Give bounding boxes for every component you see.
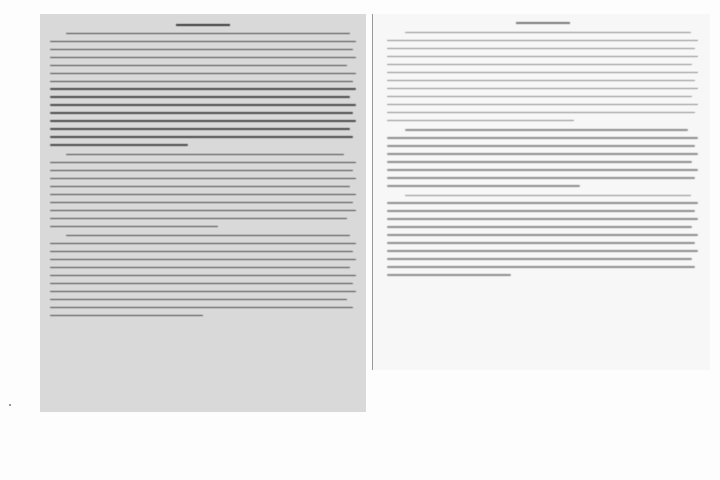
left-page-text-line (50, 315, 203, 316)
right-page-paragraph (387, 129, 698, 186)
left-page-text-line (50, 210, 356, 211)
right-page-text-line (387, 104, 698, 105)
left-page-text-line (50, 251, 353, 252)
left-page-paragraph (50, 235, 356, 316)
right-page-text-line (387, 274, 511, 275)
right-page-paragraph (387, 32, 698, 121)
right-page-text-line (387, 48, 695, 49)
right-page-text-line (387, 64, 692, 65)
left-page-text-line (50, 226, 218, 227)
right-page-text-line (387, 177, 695, 178)
right-page-text-line (387, 80, 695, 81)
right-page-text-line (387, 242, 695, 243)
left-page-body (50, 33, 356, 317)
left-page-text-line (50, 144, 188, 145)
right-page-text-line (387, 72, 698, 73)
right-page-text-line (405, 32, 691, 33)
left-page-text-line (50, 275, 356, 276)
left-page-text-line (50, 186, 350, 187)
right-page-text-line (387, 169, 698, 170)
left-page-text-line (66, 235, 350, 236)
left-page-paragraph (50, 33, 356, 146)
right-page-text-line (387, 88, 698, 89)
right-page-text-line (387, 112, 695, 113)
left-page-text-line (50, 218, 347, 219)
right-page (372, 14, 710, 370)
left-page-text-line (50, 283, 353, 284)
right-page-text-line (387, 120, 574, 121)
right-page-text-line (387, 226, 692, 227)
right-page-body (387, 32, 698, 276)
right-page-text-line (405, 195, 691, 196)
right-page-text-line (387, 96, 692, 97)
right-page-text-line (387, 218, 698, 219)
right-page-text-line (387, 202, 698, 203)
right-page-text-line (387, 258, 692, 259)
left-page-text-line (50, 73, 356, 74)
left-page-text-line (50, 57, 356, 58)
right-page-text-line (387, 266, 695, 267)
left-page-heading (50, 24, 356, 26)
left-page-text-line (66, 33, 350, 34)
left-page-paragraph (50, 154, 356, 227)
right-page-text-line (387, 250, 698, 251)
right-page-text-line (387, 161, 692, 162)
right-page-text-line (387, 210, 695, 211)
left-page-text-line (50, 128, 350, 129)
left-page-text-line (50, 299, 347, 300)
left-page-text-line (50, 88, 356, 89)
left-page-text-line (50, 120, 356, 121)
right-page-text-line (387, 153, 698, 154)
left-page-text-line (50, 81, 353, 82)
right-page-text-line (405, 129, 688, 130)
right-page-paragraph (387, 195, 698, 276)
left-page-text-line (50, 291, 356, 292)
right-page-text-line (387, 40, 698, 41)
left-page-text-line (50, 259, 356, 260)
left-page-text-line (50, 49, 353, 50)
right-page-text-line (387, 137, 698, 138)
heading-bar (176, 24, 230, 26)
left-page (40, 14, 366, 412)
left-page-text-line (50, 96, 350, 97)
right-page-text-line (387, 234, 698, 235)
right-page-heading (387, 22, 698, 24)
left-page-text-line (50, 194, 356, 195)
left-page-text-line (50, 170, 353, 171)
left-page-text-line (50, 136, 353, 137)
left-page-text-line (50, 162, 356, 163)
left-page-text-line (50, 202, 353, 203)
heading-bar (516, 22, 570, 24)
right-page-text-line (387, 56, 698, 57)
left-page-text-line (50, 178, 356, 179)
right-page-text-line (387, 145, 695, 146)
left-page-text-line (50, 104, 356, 105)
left-page-text-line (50, 65, 347, 66)
left-page-text-line (50, 307, 353, 308)
left-page-text-line (66, 154, 344, 155)
right-page-text-line (387, 185, 580, 186)
left-page-text-line (50, 243, 356, 244)
left-page-text-line (50, 267, 350, 268)
left-page-text-line (50, 112, 353, 113)
left-page-text-line (50, 41, 356, 42)
scan-speck (9, 404, 11, 406)
